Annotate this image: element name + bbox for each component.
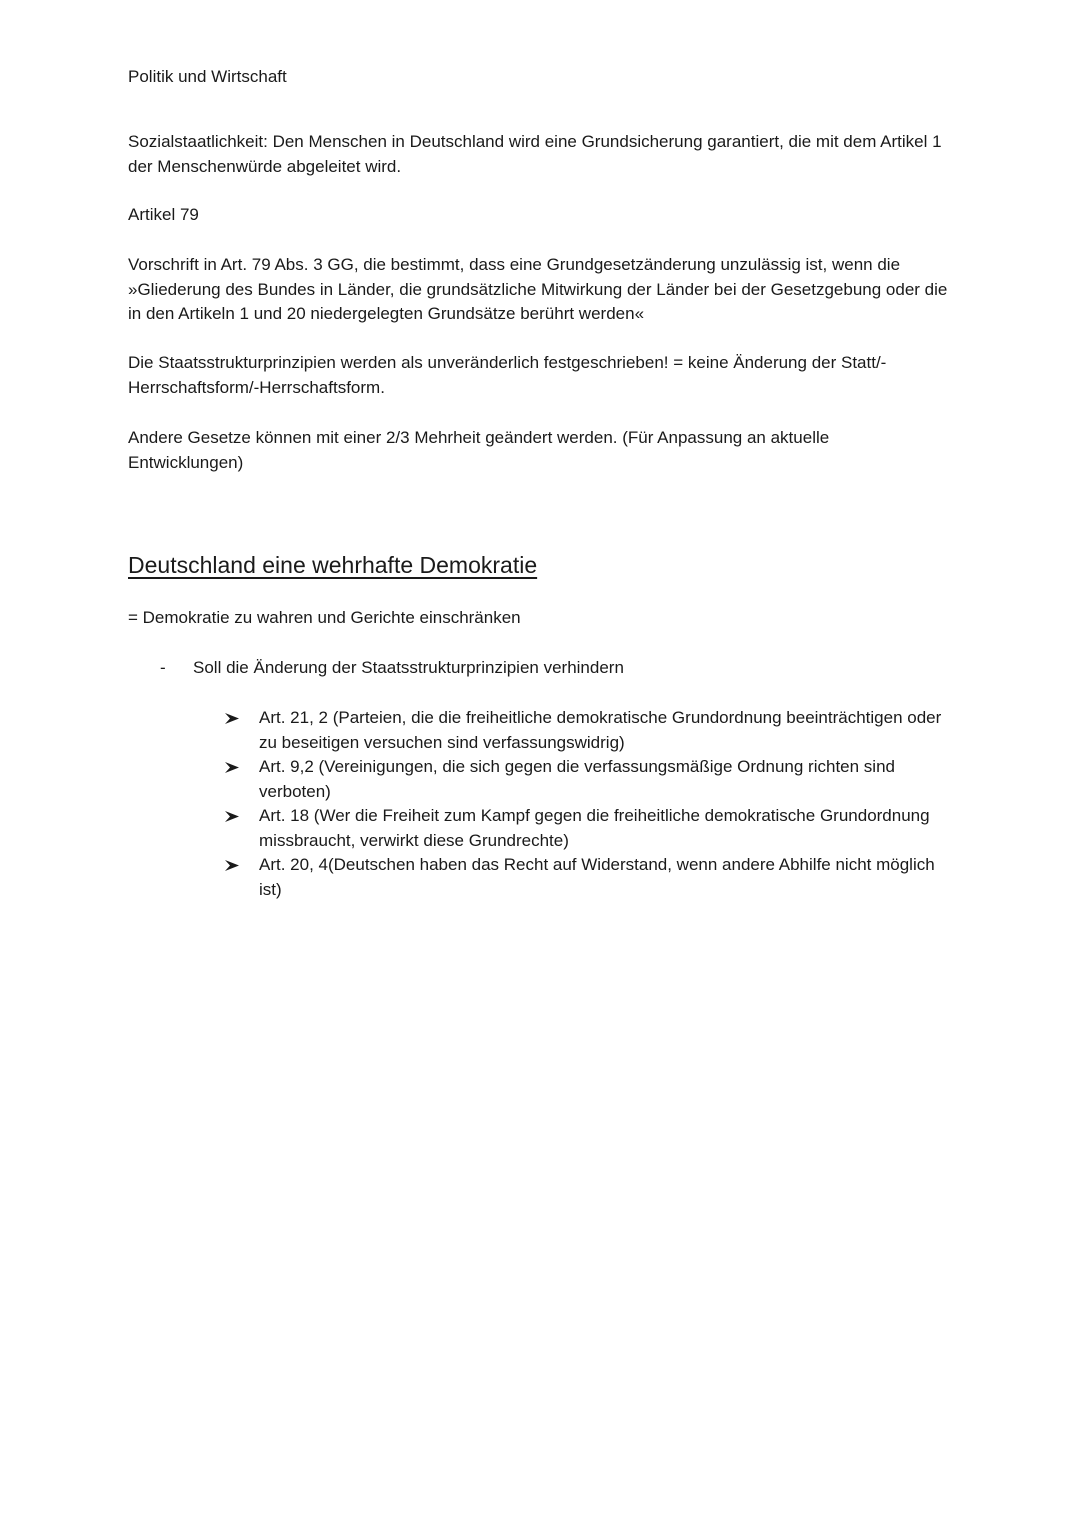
- list-item: [224, 706, 944, 755]
- list-item-text: Art. 21, 2 (Parteien, die die freiheitliche demokratische Grundordnung beeinträchtigen oder zu beseitigen versuchen sind verfassungswidrig): [259, 708, 942, 752]
- paragraph-andere-gesetze: Andere Gesetze können mit einer 2/3 Mehrheit geändert werden. (Für Anpassung an aktuelle Entwicklungen): [128, 428, 830, 472]
- paragraph-staatsstrukturprinzipien: Die Staatsstrukturprinzipien werden als unveränderlich festgeschrieben! = keine Änderung der Statt/-Herrschaftsform/-Herrschaftsform.: [128, 353, 887, 397]
- dash-item-text: Soll die Änderung der Staatsstrukturprinzipien verhindern: [193, 658, 624, 677]
- arrow-bullet-icon: [224, 761, 240, 774]
- list-item: [224, 804, 944, 853]
- paragraph-artikel-79-title: Artikel 79: [128, 205, 199, 224]
- page-header: Politik und Wirtschaft: [128, 67, 287, 86]
- list-item-text: Art. 20, 4(Deutschen haben das Recht auf Widerstand, wenn andere Abhilfe nicht möglich ist): [259, 855, 935, 899]
- dash-marker: -: [160, 658, 166, 677]
- section-heading: Deutschland eine wehrhafte Demokratie: [128, 552, 538, 578]
- arrow-bullet-icon: [224, 859, 240, 872]
- arrow-bullet-icon: [224, 712, 240, 725]
- arrow-bullet-icon: [224, 810, 240, 823]
- list-item-text: Art. 9,2 (Vereinigungen, die sich gegen die verfassungsmäßige Ordnung richten sind verboten): [259, 757, 895, 801]
- list-item-text: Art. 18 (Wer die Freiheit zum Kampf gegen die freiheitliche demokratische Grundordnung missbraucht, verwirkt diese Grundrechte): [259, 806, 930, 850]
- paragraph-sozialstaatlichkeit: Sozialstaatlichkeit: Den Menschen in Deutschland wird eine Grundsicherung garantiert, die mit dem Artikel 1 der Menschenwürde abgeleitet wird.: [128, 132, 942, 176]
- arrow-bullet-list: [224, 706, 944, 902]
- list-item: [224, 853, 944, 902]
- paragraph-vorschrift: Vorschrift in Art. 79 Abs. 3 GG, die bestimmt, dass eine Grundgesetzänderung unzulässig ist, wenn die »Gliederung des Bundes in Länder, die grundsätzliche Mitwirkung der Länder bei der Gesetzgebung oder die in den Artikeln 1 und 20 niedergelegten Grundsätze berührt werden«: [128, 255, 948, 323]
- definition-line: = Demokratie zu wahren und Gerichte einschränken: [128, 608, 521, 627]
- list-item: [224, 755, 944, 804]
